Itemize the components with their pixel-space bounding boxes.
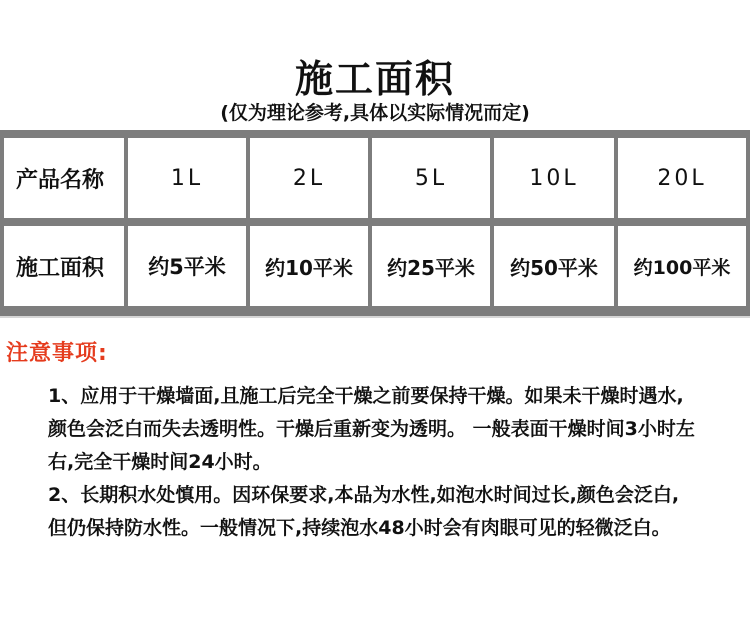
section-divider <box>0 316 750 318</box>
row-label-product-name: 产品名称 <box>4 138 124 218</box>
note-item: 2、长期积水处慎用。因环保要求,本品为水性,如泡水时间过长,颜色会泛白,但仍保持防水性。一般情况下,持续泡水48小时会有肉眼可见的轻微泛白。 <box>48 484 680 539</box>
area-cell: 约5平米 <box>128 226 246 306</box>
area-cell: 约50平米 <box>494 226 614 306</box>
area-cell: 约10平米 <box>250 226 368 306</box>
area-cell: 约25平米 <box>372 226 490 306</box>
size-cell: 10L <box>494 138 614 218</box>
size-cell: 2L <box>250 138 368 218</box>
size-cell: 1L <box>128 138 246 218</box>
notes-title: 注意事项: <box>6 341 108 366</box>
size-cell: 5L <box>372 138 490 218</box>
note-item: 1、应用于干燥墙面,且施工后完全干燥之前要保持干燥。如果未干燥时遇水,颜色会泛白而失去透明性。干燥后重新变为透明。 一般表面干燥时间3小时左右,完全干燥时间24小时。 <box>48 385 695 473</box>
page-subtitle: (仅为理论参考,具体以实际情况而定) <box>220 102 530 124</box>
spec-table <box>0 130 750 316</box>
area-cell: 约100平米 <box>618 226 746 306</box>
notes-list <box>48 380 698 545</box>
page-title: 施工面积 <box>294 57 455 101</box>
row-label-coverage-area: 施工面积 <box>4 226 124 306</box>
size-cell: 20L <box>618 138 746 218</box>
